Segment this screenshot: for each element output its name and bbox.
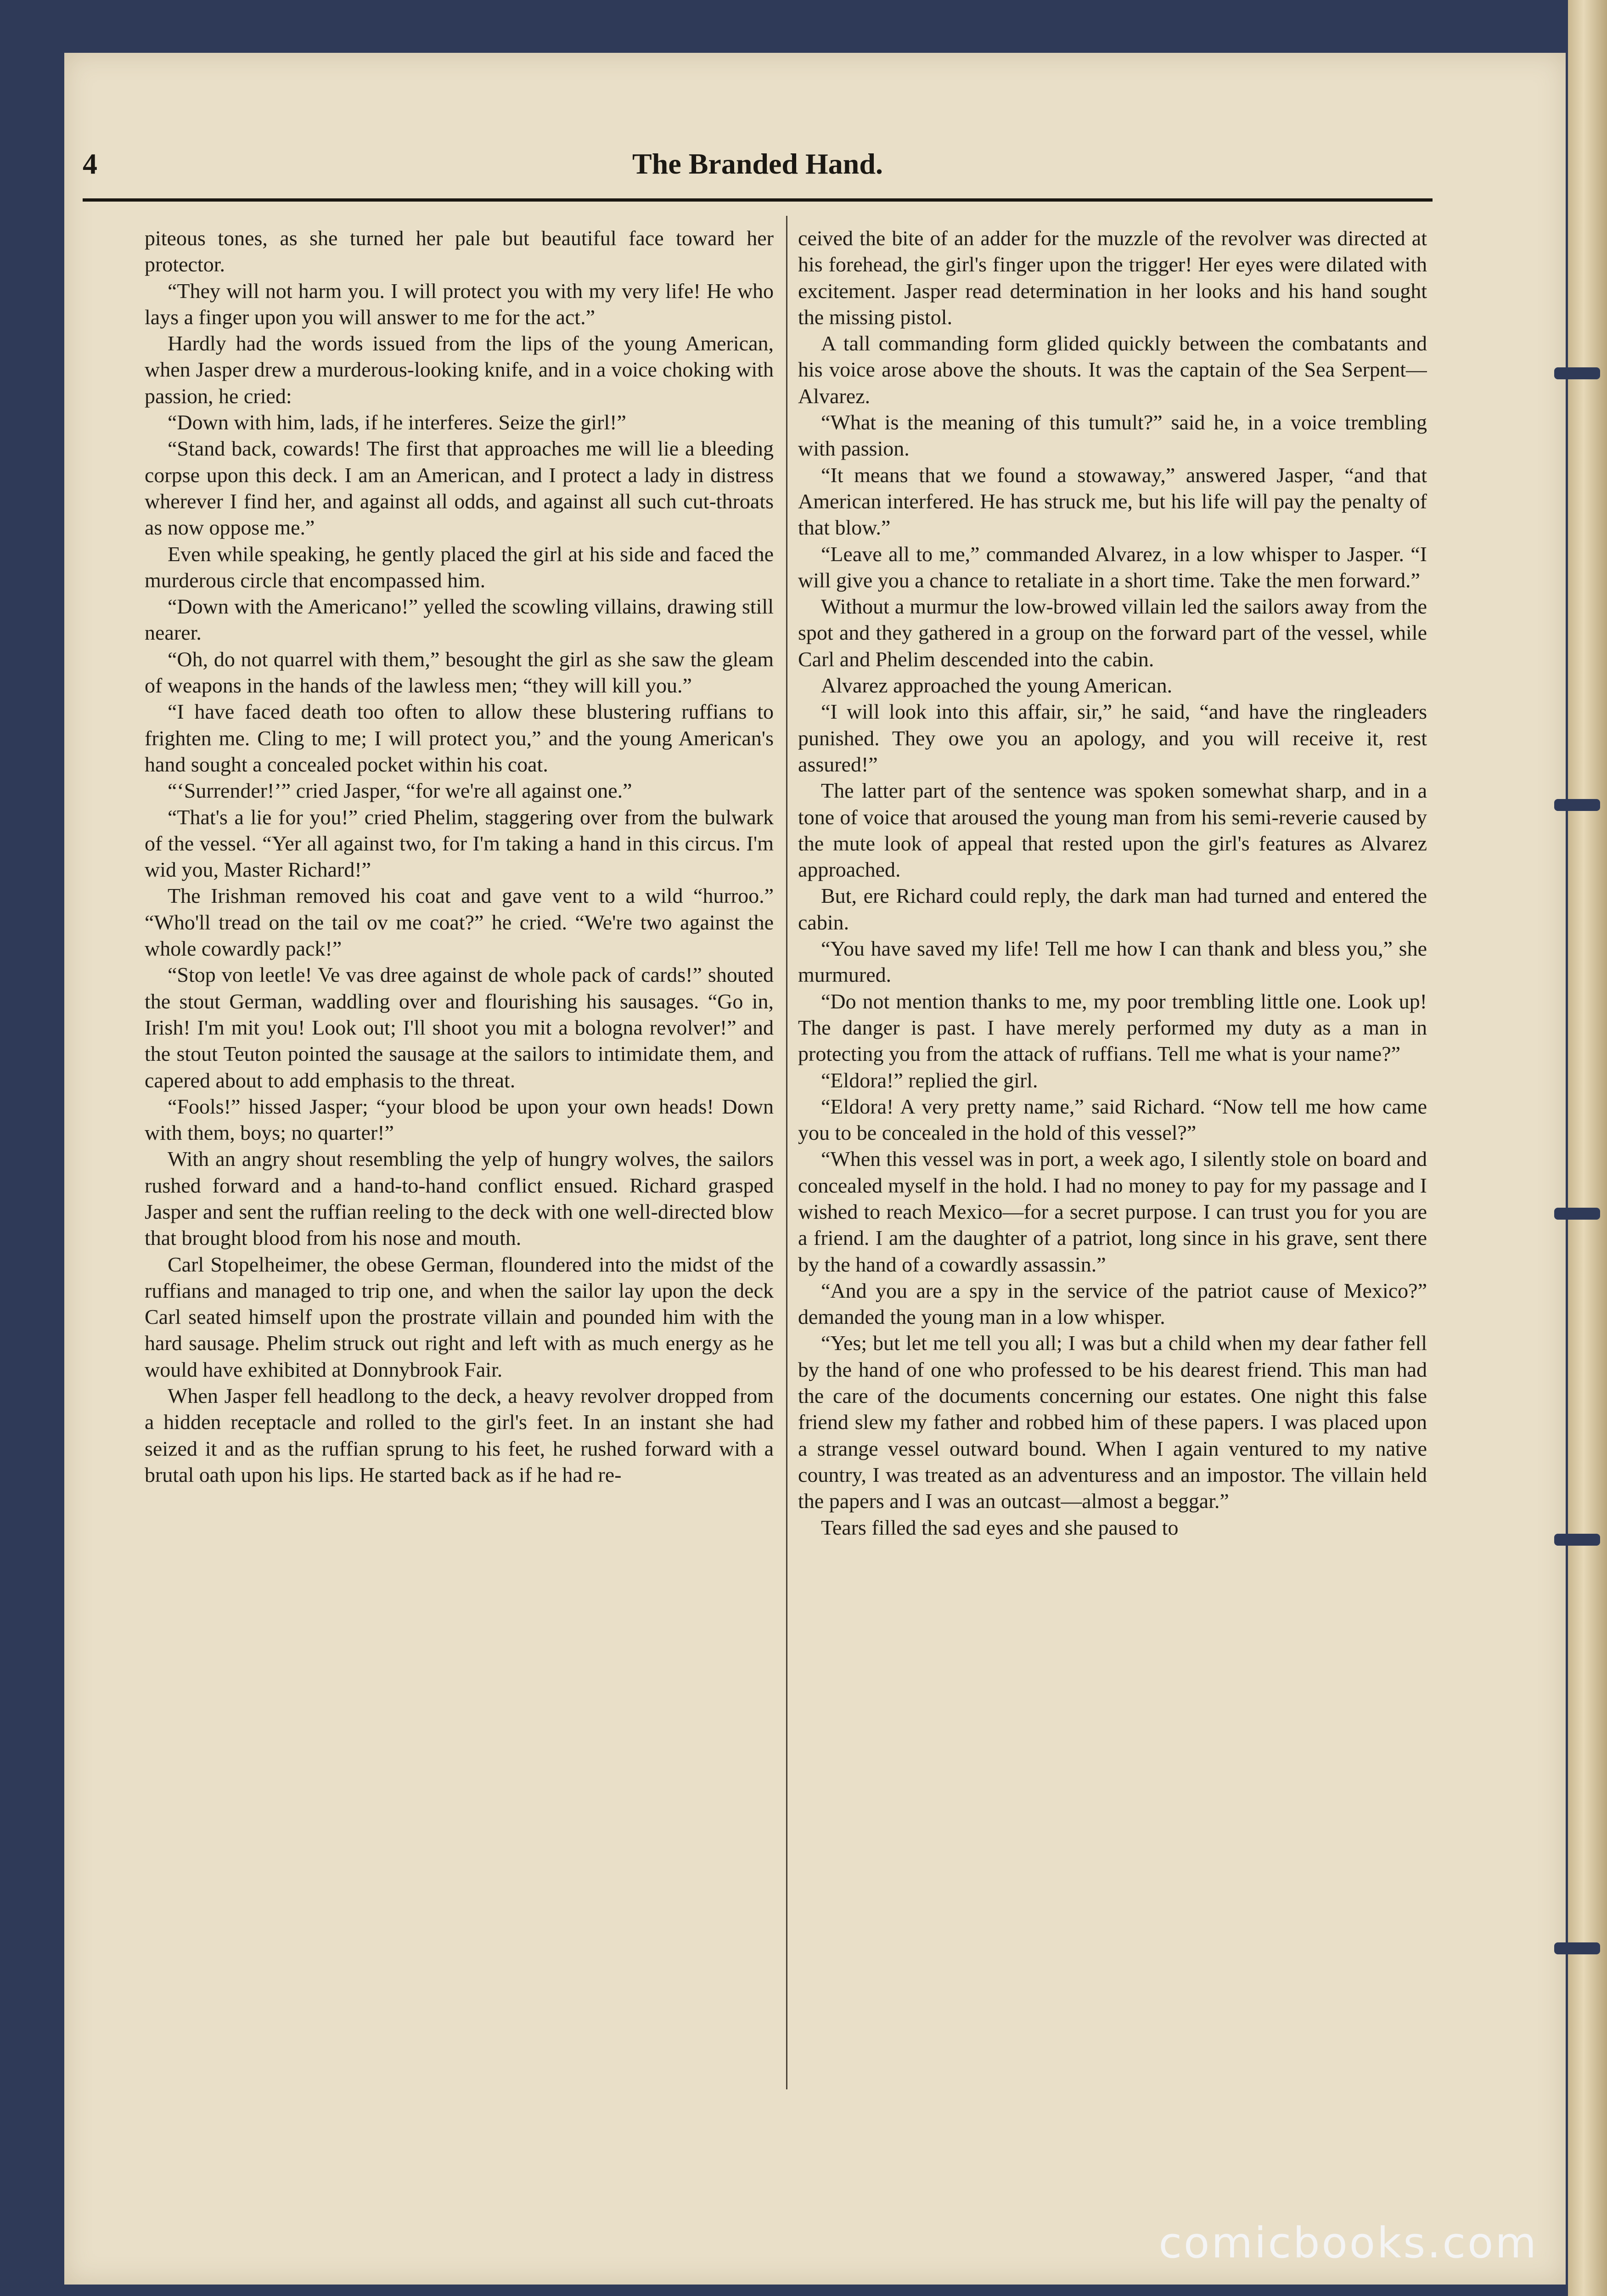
paragraph: But, ere Richard could reply, the dark man had turned and entered the cabin. <box>798 884 1427 934</box>
paragraph: Hardly had the words issued from the lips of the young American, when Jasper drew a murderous-looking knife, and in a voice choking with passion, he cried: <box>145 332 774 408</box>
binding-stitch <box>1554 799 1600 811</box>
page-number: 4 <box>83 147 97 180</box>
paragraph: The latter part of the sentence was spoken somewhat sharp, and in a tone of voice that aroused the young man from his semi-reverie caused by the mute look of appeal that rested upon the girl's features as Alvarez approached. <box>798 779 1427 882</box>
paragraph: ceived the bite of an adder for the muzzle of the revolver was directed at his forehead, the girl's finger upon the trigger! Her eyes were dilated with excitement. Jasper read determination in her looks and his hand sought the missing pistol. <box>798 226 1427 329</box>
paragraph: Tears filled the sad eyes and she paused to <box>821 1515 1179 1539</box>
paragraph: “They will not harm you. I will protect you with my very life! He who lays a finger upon you will answer to me for the act.” <box>145 279 774 329</box>
header-rule <box>83 198 1433 202</box>
column-divider <box>786 216 787 2089</box>
page-header <box>83 147 1433 188</box>
paragraph: “Yes; but let me tell you all; I was but a child when my dear father fell by the hand of one who professed to be his dearest friend. This man had the care of the documents concerning our estates. One night this false friend slew my father and robbed him of these papers. I was placed upon a strange vessel outward bound. When I again ventured to my native country, I was treated as an adventuress and an impostor. The villain held the papers and I was an outcast—almost a beggar.” <box>798 1331 1427 1513</box>
paragraph: “Leave all to me,” commanded Alvarez, in a low whisper to Jasper. “I will give you a chance to retaliate in a short time. Take the men forward.” <box>798 542 1427 592</box>
paragraph: A tall commanding form glided quickly between the combatants and his voice arose above the shouts. It was the captain of the Sea Serpent—Alvarez. <box>798 332 1427 408</box>
paragraph: When Jasper fell headlong to the deck, a heavy revolver dropped from a hidden receptacle and rolled to the girl's feet. In an instant she had seized it and as the ruffian sprung to his feet, he rushed forward with a brutal oath upon his lips. He started back as if he had re- <box>145 1384 774 1486</box>
paragraph: Without a murmur the low-browed villain led the sailors away from the spot and they gathered in a group on the forward part of the vessel, while Carl and Phelim descended into the cabin. <box>798 595 1427 671</box>
paragraph: “I will look into this affair, sir,” he said, “and have the ringleaders punished. They owe you an apology, and you will receive it, rest assured!” <box>798 700 1427 776</box>
paragraph: “Oh, do not quarrel with them,” besought the girl as she saw the gleam of weapons in the hands of the lawless men; “they will kill you.” <box>145 647 774 698</box>
binding-stitch <box>1554 1534 1600 1546</box>
paragraph: “And you are a spy in the service of the patriot cause of Mexico?” demanded the young man in a low whisper. <box>798 1278 1427 1329</box>
paragraph: “‘Surrender!’” cried Jasper, “for we're all against one.” <box>168 779 632 803</box>
paragraph: Even while speaking, he gently placed the girl at his side and faced the murderous circle that encompassed him. <box>145 542 774 592</box>
paragraph: “Down with the Americano!” yelled the scowling villains, drawing still nearer. <box>145 595 774 645</box>
paragraph: Carl Stopelheimer, the obese German, floundered into the midst of the ruffians and managed to trip one, and when the sailor lay upon the deck Carl seated himself upon the prostrate villain and pounded him with the hard sausage. Phelim struck out right and left with as much energy as he would have exhibited at Donnybrook Fair. <box>145 1252 774 1381</box>
paragraph: “It means that we found a stowaway,” answered Jasper, “and that American interfered. He has struck me, but his life will pay the penalty of that blow.” <box>798 463 1427 540</box>
watermark: comicbooks.com <box>1158 2218 1538 2268</box>
paragraph: “Down with him, lads, if he interferes. Seize the girl!” <box>168 411 626 434</box>
paragraph: The Irishman removed his coat and gave vent to a wild “hurroo.” “Who'll tread on the tail ov me coat?” he cried. “We're two against the whole cowardly pack!” <box>145 884 774 961</box>
paragraph: “I have faced death too often to allow these blustering ruffians to frighten me. Cling to me; I will protect you,” and the young American's hand sought a concealed pocket within his coat. <box>145 700 774 776</box>
paragraph: “That's a lie for you!” cried Phelim, staggering over from the bulwark of the vessel. “Yer all against two, for I'm taking a hand in this circus. I'm wid you, Master Richard!” <box>145 805 774 882</box>
running-title: The Branded Hand. <box>632 147 883 180</box>
binding-stitch <box>1554 367 1600 379</box>
binding-stitch <box>1554 1208 1600 1220</box>
paragraph: Alvarez approached the young American. <box>821 674 1173 698</box>
right-column <box>798 225 1427 2099</box>
paragraph: “When this vessel was in port, a week ago, I silently stole on board and concealed myself in the hold. I had no money to pay for my passage and I wished to reach Mexico—for a secret purpose. I can trust you for you are a friend. I am the daughter of a patriot, long since in his grave, sent there by the hand of a cowardly assassin.” <box>798 1147 1427 1276</box>
paragraph: piteous tones, as she turned her pale but beautiful face toward her protector. <box>145 226 774 276</box>
paragraph: “Eldora! A very pretty name,” said Richard. “Now tell me how came you to be concealed in the hold of this vessel?” <box>798 1094 1427 1145</box>
paragraph: “You have saved my life! Tell me how I can thank and bless you,” she murmured. <box>798 937 1427 987</box>
left-column <box>145 225 774 2099</box>
paragraph: “Do not mention thanks to me, my poor trembling little one. Look up! The danger is past. I have merely performed my duty as a man in protecting you from the attack of ruffians. Tell me what is your name?” <box>798 989 1427 1066</box>
paragraph: “Stand back, cowards! The first that approaches me will lie a bleeding corpse upon this deck. I am an American, and I protect a lady in distress wherever I find her, and against all odds, and against all such cut-throats as now oppose me.” <box>145 437 774 540</box>
paragraph: “Stop von leetle! Ve vas dree against de whole pack of cards!” shouted the stout German, waddling over and flourishing his sausages. “Go in, Irish! I'm mit you! Look out; I'll shoot you mit a bologna revolver!” and the stout Teuton pointed the sausage at the sailors to intimidate them, and capered about to add emphasis to the threat. <box>145 963 774 1092</box>
paragraph: With an angry shout resembling the yelp of hungry wolves, the sailors rushed forward and a hand-to-hand conflict ensued. Richard grasped Jasper and sent the ruffian reeling to the deck with one well-directed blow that brought blood from his nose and mouth. <box>145 1147 774 1250</box>
paragraph: “Fools!” hissed Jasper; “your blood be upon your own heads! Down with them, boys; no quarter!” <box>145 1094 774 1145</box>
binding-stitch <box>1554 1942 1600 1954</box>
paragraph: “Eldora!” replied the girl. <box>821 1068 1038 1092</box>
paragraph: “What is the meaning of this tumult?” said he, in a voice trembling with passion. <box>798 411 1427 461</box>
